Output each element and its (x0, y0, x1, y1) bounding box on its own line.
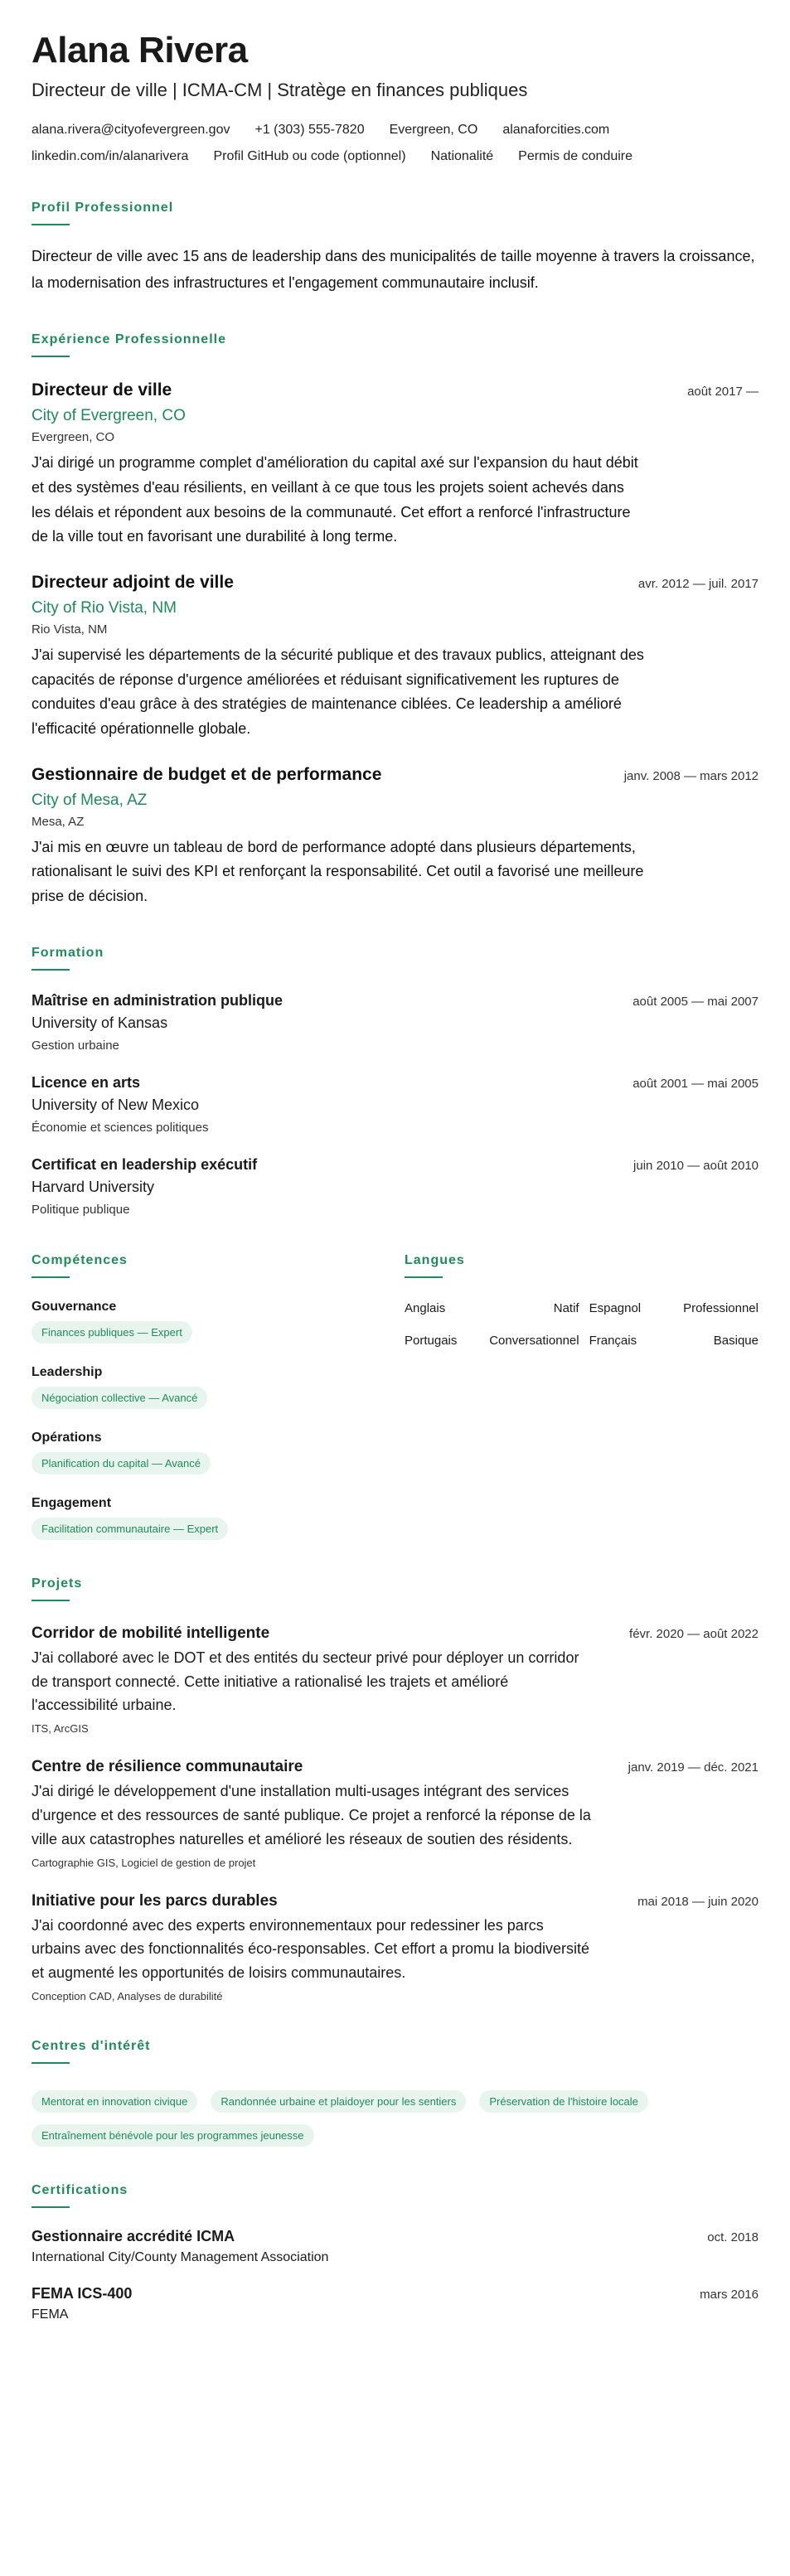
section-title: Projets (32, 1576, 83, 1591)
job-date: avr. 2012 — juil. 2017 (637, 576, 758, 591)
section-title: Compétences (32, 1252, 128, 1267)
experience-section (32, 332, 758, 909)
section-title: Centres d'intérêt (32, 2038, 151, 2053)
skill-group (32, 1300, 405, 1344)
experience-item (32, 380, 758, 550)
job-location: Evergreen, CO (32, 430, 115, 445)
job-company: City of Evergreen, CO (32, 407, 186, 425)
project-date: févr. 2020 — août 2022 (629, 1626, 758, 1641)
experience-item (32, 573, 758, 742)
language-level: Professionnel (683, 1300, 758, 1315)
cert-name: Gestionnaire accrédité ICMA (32, 2227, 235, 2244)
education-item (32, 1156, 758, 1217)
cert-issuer: FEMA (32, 2307, 69, 2322)
job-company: City of Rio Vista, NM (32, 598, 177, 617)
section-title: Formation (32, 945, 104, 960)
candidate-name: Alana Rivera (32, 30, 248, 70)
project-item (32, 1892, 758, 2002)
certifications-section (32, 2183, 758, 2322)
section-title: Expérience Professionnelle (32, 332, 226, 347)
job-description: J'ai dirigé un programme complet d'amélioration du capital axé sur l'expansion du haut débit et des systèmes d'eau résilients, en veillant à ce que tous les projets soient achevés dans les délais et répondent aux besoins de la communauté. Cet effort a renforcé l'infrastructure de la ville tout en favorisant une durabilité à long terme. (32, 454, 638, 545)
skills-languages-row (32, 1253, 758, 1540)
skill-group-title: Engagement (32, 1495, 112, 1510)
skill-pill: Négociation collective — Avancé (32, 1387, 207, 1409)
skill-group-title: Gouvernance (32, 1299, 117, 1314)
contact-row-2 (32, 149, 758, 164)
languages-section (405, 1253, 758, 1540)
certification-item (32, 2285, 758, 2322)
edu-date: août 2005 — mai 2007 (632, 994, 758, 1009)
summary-section (32, 201, 758, 296)
job-location: Mesa, AZ (32, 814, 85, 829)
skills-section (32, 1253, 405, 1540)
skill-group-title: Opérations (32, 1430, 102, 1445)
interest-pill: Entraînement bénévole pour les programmes jeunesse (32, 2124, 314, 2147)
project-item (32, 1758, 758, 1868)
skill-pill: Planification du capital — Avancé (32, 1452, 211, 1474)
edu-school: University of Kansas (32, 1014, 168, 1031)
summary-text: Directeur de ville avec 15 ans de leadership dans des municipalités de taille moyenne à travers la croissance, la modernisation des infrastructures et l'engagement communautaire inclusif. (32, 248, 755, 291)
edu-date: août 2001 — mai 2005 (632, 1076, 758, 1091)
contact-location: Evergreen, CO (389, 123, 478, 138)
contact-github[interactable]: Profil GitHub ou code (optionnel) (213, 149, 406, 164)
candidate-headline: Directeur de ville | ICMA-CM | Stratège en finances publiques (32, 80, 528, 101)
section-divider (32, 356, 70, 357)
contact-email[interactable]: alana.rivera@cityofevergreen.gov (32, 123, 230, 138)
skill-group (32, 1496, 405, 1540)
project-tech: Cartographie GIS, Logiciel de gestion de projet (32, 1856, 256, 1869)
job-description: J'ai mis en œuvre un tableau de bord de performance adopté dans plusieurs départements, rationalisant le suivi des KPI et renforçant la responsabilité. Cet outil a favorisé une meilleure prise de décision. (32, 838, 644, 905)
edu-field: Économie et sciences politiques (32, 1120, 209, 1135)
job-title: Directeur adjoint de ville (32, 572, 234, 592)
interest-pill: Randonnée urbaine et plaidoyer pour les sentiers (211, 2090, 466, 2113)
section-title: Langues (405, 1252, 465, 1267)
skill-group-title: Leadership (32, 1364, 103, 1379)
edu-date: juin 2010 — août 2010 (633, 1158, 758, 1173)
project-name: Corridor de mobilité intelligente (32, 1624, 270, 1642)
projects-section (32, 1576, 758, 2002)
language-level: Natif (553, 1300, 579, 1315)
education-item (32, 992, 758, 1053)
language-level: Conversationnel (489, 1333, 579, 1348)
job-description: J'ai supervisé les départements de la sécurité publique et des travaux publics, atteignant des capacités de réponse d'urgence améliorées et réduisant significativement les ruptures de conduites d'eau grâce à des stratégies de maintenance ciblées. Ce leadership a amélioré l'efficacité opérationnelle globale. (32, 646, 644, 737)
job-title: Gestionnaire de budget et de performance (32, 764, 382, 784)
section-title: Profil Professionnel (32, 201, 174, 215)
experience-item (32, 765, 758, 909)
job-title: Directeur de ville (32, 380, 172, 400)
edu-field: Gestion urbaine (32, 1038, 119, 1053)
skill-group (32, 1431, 405, 1474)
edu-field: Politique publique (32, 1202, 130, 1217)
edu-school: Harvard University (32, 1178, 155, 1195)
section-title: Certifications (32, 2182, 128, 2197)
project-description: J'ai dirigé le développement d'une installation multi-usages intégrant des services d'urgence et des ressources de santé publique. Ce projet a renforcé la réponse de la ville aux catastrophes naturelles et amélioré les réseaux de soutien des résidents. (32, 1783, 591, 1847)
contact-linkedin[interactable]: linkedin.com/in/alanarivera (32, 149, 189, 164)
languages-grid (405, 1301, 758, 1348)
job-location: Rio Vista, NM (32, 622, 108, 637)
job-date: août 2017 — (687, 385, 758, 399)
project-name: Centre de résilience communautaire (32, 1758, 303, 1776)
section-divider (32, 2206, 70, 2208)
skill-pill: Finances publiques — Expert (32, 1321, 192, 1344)
contact-nationality: Nationalité (430, 149, 494, 164)
resume-header (32, 0, 758, 164)
edu-school: University of New Mexico (32, 1096, 200, 1113)
edu-degree: Licence en arts (32, 1073, 141, 1091)
project-description: J'ai collaboré avec le DOT et des entités du secteur privé pour déployer un corridor de transport connecté. Cette initiative a rationalisé les trajets et amélioré l'accessibilité urbaine. (32, 1649, 579, 1714)
job-company: City of Mesa, AZ (32, 791, 148, 809)
interest-pill: Préservation de l'histoire locale (479, 2090, 648, 2113)
section-divider (32, 224, 70, 225)
certification-item (32, 2228, 758, 2265)
project-item (32, 1625, 758, 1735)
contact-phone[interactable]: +1 (303) 555-7820 (254, 123, 365, 138)
section-divider (32, 969, 70, 971)
language-level: Basique (713, 1333, 758, 1348)
skill-pill: Facilitation communautaire — Expert (32, 1518, 228, 1540)
cert-date: oct. 2018 (707, 2230, 758, 2244)
section-divider (32, 1600, 70, 1601)
language-name: Anglais (405, 1300, 446, 1315)
contact-row-1 (32, 123, 758, 138)
interest-pill: Mentorat en innovation civique (32, 2090, 197, 2113)
section-divider (405, 1276, 443, 1278)
education-section (32, 946, 758, 1217)
section-divider (32, 1276, 70, 1278)
section-divider (32, 2062, 70, 2064)
contact-license: Permis de conduire (518, 149, 633, 164)
education-item (32, 1074, 758, 1135)
cert-date: mars 2016 (700, 2287, 758, 2302)
edu-degree: Certificat en leadership exécutif (32, 1155, 258, 1173)
project-description: J'ai coordonné avec des experts environnementaux pour redessiner les parcs urbains avec des fonctionnalités éco-responsables. Cet effort a promu la biodiversité et augmenté les opportunités de loisirs communautaires. (32, 1916, 590, 1982)
language-name: Français (589, 1333, 637, 1348)
edu-degree: Maîtrise en administration publique (32, 991, 284, 1009)
cert-issuer: International City/County Management Association (32, 2249, 329, 2264)
job-date: janv. 2008 — mars 2012 (623, 768, 758, 783)
cert-name: FEMA ICS-400 (32, 2284, 133, 2302)
language-name: Portugais (405, 1333, 458, 1348)
project-date: mai 2018 — juin 2020 (637, 1894, 758, 1909)
interests-list (32, 2084, 758, 2147)
project-tech: Conception CAD, Analyses de durabilité (32, 1989, 223, 2002)
project-date: janv. 2019 — déc. 2021 (628, 1760, 758, 1775)
interests-section (32, 2039, 758, 2147)
language-name: Espagnol (589, 1300, 642, 1315)
project-tech: ITS, ArcGIS (32, 1722, 89, 1736)
project-name: Initiative pour les parcs durables (32, 1891, 278, 1910)
skill-group (32, 1365, 405, 1409)
contact-website[interactable]: alanaforcities.com (502, 123, 610, 138)
